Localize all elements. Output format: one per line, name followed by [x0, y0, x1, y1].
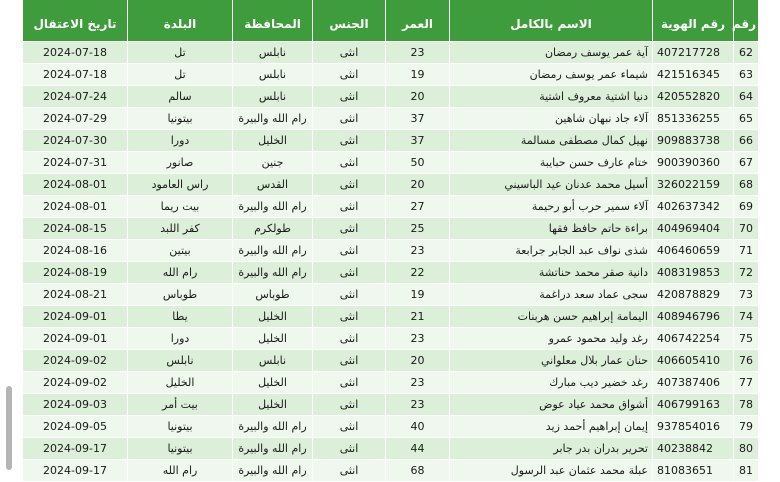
cell-num: 81	[734, 460, 759, 482]
header-date: تاريخ الاعتقال	[23, 0, 128, 42]
cell-num: 64	[734, 86, 759, 108]
cell-town: صانور	[128, 152, 233, 174]
header-id: رقم الهوية	[653, 0, 734, 42]
cell-date: 2024-07-18	[23, 42, 128, 64]
cell-date: 2024-09-02	[23, 372, 128, 394]
cell-date: 2024-07-18	[23, 64, 128, 86]
cell-date: 2024-09-02	[23, 350, 128, 372]
cell-name: تحرير بدران بدر جابر	[450, 438, 653, 460]
cell-num: 71	[734, 240, 759, 262]
cell-name: اليمامة إبراهيم حسن هربنات	[450, 306, 653, 328]
cell-id: 40238842	[653, 438, 734, 460]
cell-sex: انثى	[313, 438, 386, 460]
cell-gov: رام الله والبيرة	[233, 416, 313, 438]
cell-name: ختام عارف حسن حبايبة	[450, 152, 653, 174]
cell-gov: نابلس	[233, 42, 313, 64]
cell-num: 74	[734, 306, 759, 328]
cell-name: نهيل كمال مصطفى مسالمة	[450, 130, 653, 152]
detainees-table	[22, 0, 759, 482]
cell-town: سالم	[128, 86, 233, 108]
cell-id: 406605410	[653, 350, 734, 372]
cell-id: 851336255	[653, 108, 734, 130]
cell-gov: الخليل	[233, 328, 313, 350]
cell-town: راس العامود	[128, 174, 233, 196]
cell-gov: رام الله والبيرة	[233, 460, 313, 482]
cell-sex: انثى	[313, 42, 386, 64]
cell-date: 2024-08-01	[23, 174, 128, 196]
cell-age: 27	[386, 196, 450, 218]
table-row	[23, 372, 759, 394]
table-row	[23, 152, 759, 174]
cell-gov: رام الله والبيرة	[233, 262, 313, 284]
cell-date: 2024-07-31	[23, 152, 128, 174]
table-row	[23, 196, 759, 218]
cell-name: سجى عماد سعد دراغمة	[450, 284, 653, 306]
cell-gov: نابلس	[233, 350, 313, 372]
cell-name: رغد وليد محمود عمرو	[450, 328, 653, 350]
cell-name: آلاء جاد نبهان شاهين	[450, 108, 653, 130]
cell-num: 77	[734, 372, 759, 394]
cell-gov: القدس	[233, 174, 313, 196]
cell-num: 70	[734, 218, 759, 240]
cell-age: 23	[386, 42, 450, 64]
cell-date: 2024-08-15	[23, 218, 128, 240]
cell-id: 402637342	[653, 196, 734, 218]
cell-sex: انثى	[313, 262, 386, 284]
cell-town: بيت أمر	[128, 394, 233, 416]
cell-sex: انثى	[313, 174, 386, 196]
cell-date: 2024-07-29	[23, 108, 128, 130]
table-header-row	[23, 0, 759, 42]
cell-date: 2024-09-17	[23, 460, 128, 482]
cell-name: شيماء عمر يوسف رمضان	[450, 64, 653, 86]
cell-town: كفر اللبد	[128, 218, 233, 240]
table-row	[23, 130, 759, 152]
cell-age: 20	[386, 86, 450, 108]
cell-num: 75	[734, 328, 759, 350]
cell-name: دانية صقر محمد حناتشة	[450, 262, 653, 284]
cell-sex: انثى	[313, 196, 386, 218]
cell-num: 62	[734, 42, 759, 64]
cell-gov: رام الله والبيرة	[233, 438, 313, 460]
cell-gov: جنين	[233, 152, 313, 174]
cell-town: طوباس	[128, 284, 233, 306]
cell-id: 406742254	[653, 328, 734, 350]
table-row	[23, 284, 759, 306]
cell-num: 63	[734, 64, 759, 86]
cell-id: 408319853	[653, 262, 734, 284]
cell-sex: انثى	[313, 284, 386, 306]
cell-gov: رام الله والبيرة	[233, 240, 313, 262]
cell-id: 421516345	[653, 64, 734, 86]
cell-num: 69	[734, 196, 759, 218]
cell-sex: انثى	[313, 328, 386, 350]
table-body	[23, 42, 759, 482]
header-town: البلدة	[128, 0, 233, 42]
cell-name: شذى نواف عبد الجابر جرابعة	[450, 240, 653, 262]
cell-name: رغد خضير ديب مبارك	[450, 372, 653, 394]
cell-id: 937854016	[653, 416, 734, 438]
cell-sex: انثى	[313, 306, 386, 328]
cell-town: دورا	[128, 130, 233, 152]
cell-name: آلاء سمير حرب أبو رحيمة	[450, 196, 653, 218]
cell-num: 72	[734, 262, 759, 284]
cell-age: 50	[386, 152, 450, 174]
cell-town: بيتين	[128, 240, 233, 262]
table-row	[23, 174, 759, 196]
table-row	[23, 240, 759, 262]
cell-sex: انثى	[313, 460, 386, 482]
cell-date: 2024-07-30	[23, 130, 128, 152]
cell-town: بيتونيا	[128, 416, 233, 438]
cell-age: 19	[386, 64, 450, 86]
table-row	[23, 86, 759, 108]
header-name: الاسم بالكامل	[450, 0, 653, 42]
table-row	[23, 350, 759, 372]
cell-date: 2024-08-01	[23, 196, 128, 218]
cell-gov: الخليل	[233, 372, 313, 394]
table-row	[23, 306, 759, 328]
cell-name: عبلة محمد عثمان عبد الرسول	[450, 460, 653, 482]
header-sex: الجنس	[313, 0, 386, 42]
table-row	[23, 262, 759, 284]
cell-town: رام الله	[128, 460, 233, 482]
cell-age: 37	[386, 108, 450, 130]
cell-town: الخليل	[128, 372, 233, 394]
cell-num: 80	[734, 438, 759, 460]
table-row	[23, 108, 759, 130]
cell-age: 23	[386, 372, 450, 394]
cell-id: 407217728	[653, 42, 734, 64]
cell-num: 73	[734, 284, 759, 306]
cell-sex: انثى	[313, 86, 386, 108]
cell-sex: انثى	[313, 108, 386, 130]
table-row	[23, 42, 759, 64]
cell-gov: الخليل	[233, 394, 313, 416]
table-row	[23, 438, 759, 460]
header-age: العمر	[386, 0, 450, 42]
cell-gov: رام الله والبيرة	[233, 108, 313, 130]
cell-date: 2024-09-01	[23, 328, 128, 350]
cell-id: 406460659	[653, 240, 734, 262]
cell-id: 408946796	[653, 306, 734, 328]
cell-num: 66	[734, 130, 759, 152]
cell-num: 76	[734, 350, 759, 372]
detainees-table-viewport	[22, 0, 780, 477]
cell-age: 23	[386, 394, 450, 416]
cell-num: 65	[734, 108, 759, 130]
cell-gov: الخليل	[233, 306, 313, 328]
cell-age: 68	[386, 460, 450, 482]
cell-id: 909883738	[653, 130, 734, 152]
cell-sex: انثى	[313, 350, 386, 372]
cell-gov: نابلس	[233, 86, 313, 108]
vertical-scrollbar[interactable]	[6, 386, 12, 470]
cell-sex: انثى	[313, 240, 386, 262]
cell-date: 2024-08-21	[23, 284, 128, 306]
cell-age: 23	[386, 240, 450, 262]
cell-sex: انثى	[313, 416, 386, 438]
cell-age: 44	[386, 438, 450, 460]
cell-num: 67	[734, 152, 759, 174]
cell-sex: انثى	[313, 130, 386, 152]
cell-id: 404969404	[653, 218, 734, 240]
table-row	[23, 416, 759, 438]
cell-date: 2024-09-03	[23, 394, 128, 416]
cell-age: 23	[386, 328, 450, 350]
cell-town: تل	[128, 42, 233, 64]
cell-town: بيتونيا	[128, 438, 233, 460]
cell-num: 78	[734, 394, 759, 416]
cell-id: 326022159	[653, 174, 734, 196]
cell-id: 406799163	[653, 394, 734, 416]
cell-date: 2024-07-24	[23, 86, 128, 108]
cell-age: 20	[386, 174, 450, 196]
cell-date: 2024-09-17	[23, 438, 128, 460]
table-row	[23, 328, 759, 350]
cell-id: 420552820	[653, 86, 734, 108]
cell-date: 2024-08-19	[23, 262, 128, 284]
cell-gov: طولكرم	[233, 218, 313, 240]
cell-sex: انثى	[313, 152, 386, 174]
cell-town: تل	[128, 64, 233, 86]
cell-date: 2024-08-16	[23, 240, 128, 262]
cell-id: 81083651	[653, 460, 734, 482]
cell-id: 900390360	[653, 152, 734, 174]
cell-name: إيمان إبراهيم أحمد زيد	[450, 416, 653, 438]
cell-town: نابلس	[128, 350, 233, 372]
cell-num: 68	[734, 174, 759, 196]
cell-name: حنان عمار بلال معلواني	[450, 350, 653, 372]
cell-town: دورا	[128, 328, 233, 350]
cell-age: 20	[386, 350, 450, 372]
cell-name: براءة حاتم حافظ فقها	[450, 218, 653, 240]
header-num: رقم	[734, 0, 759, 42]
cell-name: آية عمر يوسف رمضان	[450, 42, 653, 64]
cell-town: يطا	[128, 306, 233, 328]
cell-town: بيتونيا	[128, 108, 233, 130]
cell-name: دنيا اشتية معروف اشتية	[450, 86, 653, 108]
cell-gov: طوباس	[233, 284, 313, 306]
cell-num: 79	[734, 416, 759, 438]
table-row	[23, 64, 759, 86]
cell-age: 19	[386, 284, 450, 306]
cell-date: 2024-09-05	[23, 416, 128, 438]
table-row	[23, 394, 759, 416]
cell-town: بيت ريما	[128, 196, 233, 218]
cell-sex: انثى	[313, 64, 386, 86]
cell-town: رام الله	[128, 262, 233, 284]
cell-sex: انثى	[313, 394, 386, 416]
cell-name: أشواق محمد عياد عوض	[450, 394, 653, 416]
header-gov: المحافظة	[233, 0, 313, 42]
cell-age: 21	[386, 306, 450, 328]
cell-id: 407387406	[653, 372, 734, 394]
cell-gov: نابلس	[233, 64, 313, 86]
cell-id: 420878829	[653, 284, 734, 306]
cell-gov: رام الله والبيرة	[233, 196, 313, 218]
cell-name: أسيل محمد عدنان عيد الباسيني	[450, 174, 653, 196]
cell-age: 40	[386, 416, 450, 438]
cell-gov: الخليل	[233, 130, 313, 152]
cell-age: 37	[386, 130, 450, 152]
cell-date: 2024-09-01	[23, 306, 128, 328]
cell-age: 25	[386, 218, 450, 240]
cell-age: 22	[386, 262, 450, 284]
table-row	[23, 460, 759, 482]
table-row	[23, 218, 759, 240]
cell-sex: انثى	[313, 218, 386, 240]
cell-sex: انثى	[313, 372, 386, 394]
